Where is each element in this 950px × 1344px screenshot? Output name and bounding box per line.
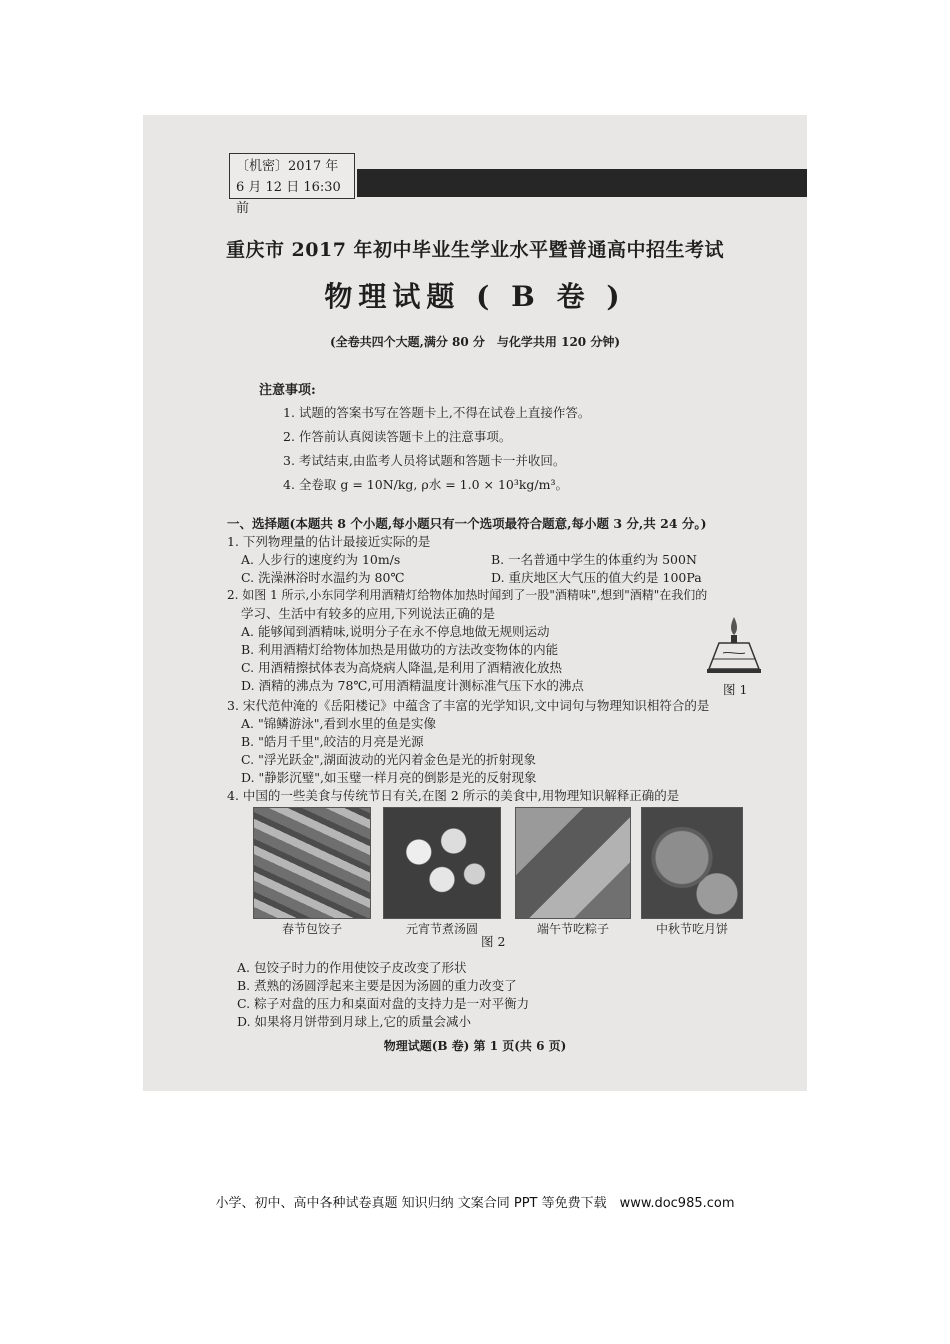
q4-option-a: A. 包饺子时力的作用使饺子皮改变了形状 [237,960,467,975]
q4-option-d: D. 如果将月饼带到月球上,它的质量会减小 [237,1014,471,1029]
confidential-line-2: 6 月 12 日 16:30 前 [236,180,341,216]
figure-dumplings-photo [253,807,371,919]
q4-stem: 4. 中国的一些美食与传统节日有关,在图 2 所示的美食中,用物理知识解释正确的是 [227,788,680,803]
figure-mooncake-photo [641,807,743,919]
notice-heading: 注意事项: [259,383,316,398]
site-footer: 小学、初中、高中各种试卷真题 知识归纳 文案合同 PPT 等免费下载 www.doc985.com [215,1196,735,1211]
notice-list [283,401,590,497]
q1-stem: 1. 下列物理量的估计最接近实际的是 [227,534,431,549]
q3-option-c: C. "浮光跃金",湖面波动的光闪着金色是光的折射现象 [241,752,537,767]
caption-tangyuan: 元宵节煮汤圆 [405,922,478,936]
q3-stem: 3. 宋代范仲淹的《岳阳楼记》中蕴含了丰富的光学知识,文中词句与物理知识相符合的是 [227,698,710,713]
q3-option-a: A. "锦鳞游泳",看到水里的鱼是实像 [241,716,436,731]
q1-option-a: A. 人步行的速度约为 10m/s [241,552,401,567]
q1-option-d: D. 重庆地区大气压的值大约是 100Pa [491,570,702,585]
figure2-label: 图 2 [481,934,506,949]
q2-stem-line1: 2. 如图 1 所示,小东同学利用酒精灯给物体加热时闻到了一股"酒精味",想到"酒精"在我们的 [227,588,708,602]
caption-zongzi: 端午节吃粽子 [536,922,609,936]
caption-mooncake: 中秋节吃月饼 [655,922,728,936]
q2-stem-line2: 学习、生活中有较多的应用,下列说法正确的是 [241,606,495,621]
notice-item: 4. 全卷取 g = 10N/kg, ρ水 = 1.0 × 10³kg/m³。 [283,477,569,492]
q2-option-c: C. 用酒精擦拭体表为高烧病人降温,是利用了酒精液化放热 [241,660,563,675]
section-heading: 一、选择题(本题共 8 个小题,每小题只有一个选项最符合题意,每小题 3 分,共 24 分。) [227,516,707,531]
q3-option-d: D. "静影沉璧",如玉璧一样月亮的倒影是光的反射现象 [241,770,537,785]
q2-option-d: D. 酒精的沸点为 78℃,可用酒精温度计测标准气压下水的沸点 [241,678,584,693]
confidential-line-1: 〔机密〕2017 年 [236,159,339,174]
q3-option-b: B. "皓月千里",皎洁的月亮是光源 [241,734,424,749]
q4-option-c: C. 粽子对盘的压力和桌面对盘的支持力是一对平衡力 [237,996,530,1011]
exam-note: (全卷共四个大题,满分 80 分 与化学共用 120 分钟) [330,335,620,349]
confidential-box [229,153,355,216]
q1-option-b: B. 一名普通中学生的体重约为 500N [491,552,697,567]
q4-option-b: B. 煮熟的汤圆浮起来主要是因为汤圆的重力改变了 [237,978,517,993]
figure-zongzi-photo [515,807,631,919]
q2-option-b: B. 利用酒精灯给物体加热是用做功的方法改变物体的内能 [241,642,559,657]
figure1-label: 图 1 [723,682,748,697]
exam-paper-photo [143,115,807,1091]
exam-title: 重庆市 2017 年初中毕业生学业水平暨普通高中招生考试 [225,239,725,261]
notice-item: 1. 试题的答案书写在答题卡上,不得在试卷上直接作答。 [283,405,591,420]
figure-tangyuan-photo [383,807,501,919]
notice-item: 2. 作答前认真阅读答题卡上的注意事项。 [283,429,512,444]
notice-item: 3. 考试结束,由监考人员将试题和答题卡一并收回。 [283,453,566,468]
exam-subtitle: 物理试题 ( B 卷 ) [324,280,626,313]
q2-option-a: A. 能够闻到酒精味,说明分子在永不停息地做无规则运动 [241,624,550,639]
q1-option-c: C. 洗澡淋浴时水温约为 80℃ [241,570,405,585]
header-dark-bar [357,169,807,197]
alcohol-lamp-figure [699,611,769,679]
page-number-footer: 物理试题(B 卷) 第 1 页(共 6 页) [383,1039,567,1053]
caption-dumplings: 春节包饺子 [281,922,342,936]
